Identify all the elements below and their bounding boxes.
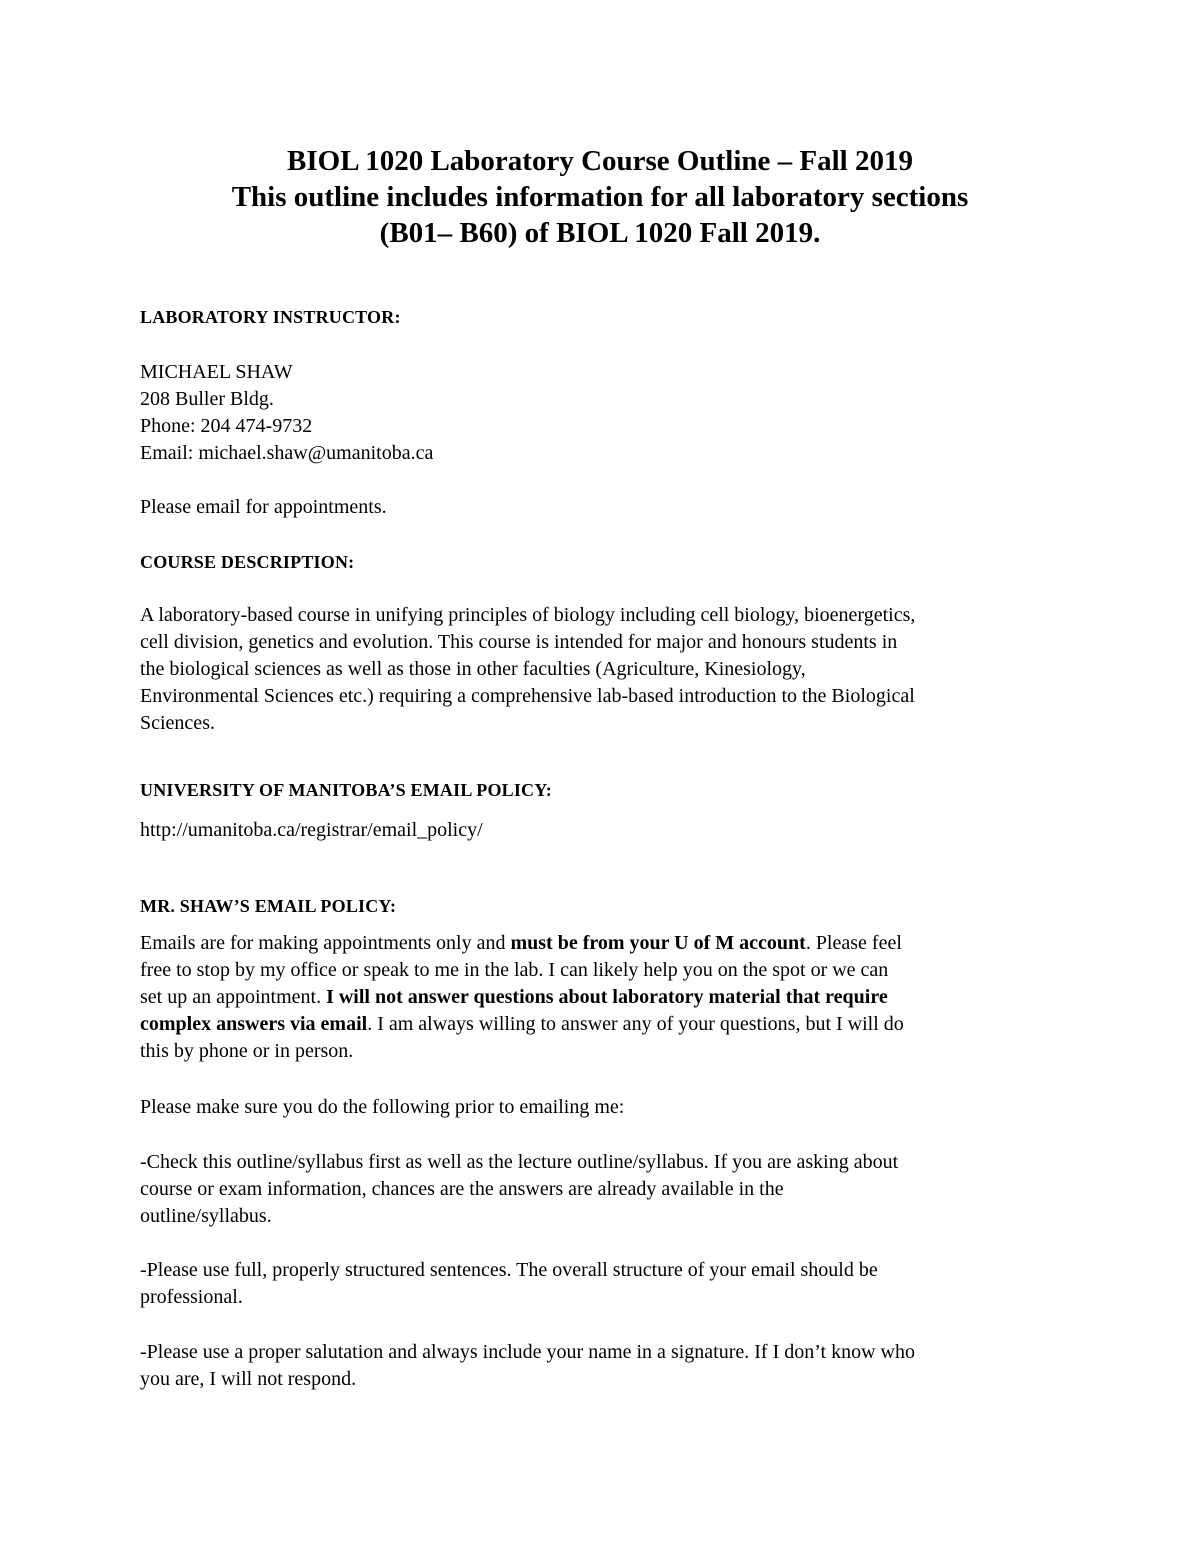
description-line: Environmental Sciences etc.) requiring a comprehensive lab-based introduction to the Biological (140, 685, 915, 707)
instructor-name: MICHAEL SHAW (140, 361, 293, 383)
description-body (140, 602, 1070, 737)
instructor-email: Email: michael.shaw@umanitoba.ca (140, 442, 434, 464)
policy-line: -Please use a proper salutation and always include your name in a signature. If I don’t know who (140, 1341, 915, 1363)
instructor-office: 208 Buller Bldg. (140, 388, 274, 410)
policy-emphasis: I will not answer questions about laboratory material that require (326, 986, 888, 1008)
description-heading: COURSE DESCRIPTION: (140, 552, 355, 572)
uofm-policy-url[interactable]: http://umanitoba.ca/registrar/email_policy/ (140, 819, 483, 841)
shaw-policy-paragraph-5 (140, 1339, 1070, 1393)
policy-line (140, 1011, 1070, 1038)
appointment-note: Please email for appointments. (140, 496, 387, 518)
policy-line (140, 930, 1070, 957)
instructor-heading: LABORATORY INSTRUCTOR: (140, 307, 401, 327)
description-line: Sciences. (140, 712, 215, 734)
policy-line: professional. (140, 1286, 243, 1308)
instructor-contact (140, 359, 1070, 467)
policy-emphasis: complex answers via email (140, 1013, 368, 1035)
title-line-1: BIOL 1020 Laboratory Course Outline – Fall 2019 (287, 145, 913, 177)
shaw-policy-paragraph-2: Please make sure you do the following prior to emailing me: (140, 1096, 625, 1118)
policy-line (140, 984, 1070, 1011)
policy-text: set up an appointment. (140, 986, 327, 1008)
policy-line: free to stop by my office or speak to me in the lab. I can likely help you on the spot or we can (140, 959, 889, 981)
shaw-policy-heading: MR. SHAW’S EMAIL POLICY: (140, 896, 397, 916)
shaw-policy-paragraph-4 (140, 1257, 1070, 1311)
title-line-3: (B01– B60) of BIOL 1020 Fall 2019. (379, 217, 821, 249)
description-line: cell division, genetics and evolution. This course is intended for major and honours students in (140, 631, 898, 653)
policy-text: . Please feel (805, 932, 902, 954)
policy-emphasis: must be from your U of M account (510, 932, 806, 954)
document-title (0, 143, 1200, 251)
shaw-policy-paragraph-1 (140, 930, 1070, 1065)
description-line: the biological sciences as well as those in other faculties (Agriculture, Kinesiology, (140, 658, 806, 680)
policy-line: -Please use full, properly structured sentences. The overall structure of your email should be (140, 1259, 878, 1281)
policy-text: . I am always willing to answer any of your questions, but I will do (367, 1013, 904, 1035)
policy-line: you are, I will not respond. (140, 1368, 357, 1390)
shaw-policy-paragraph-3 (140, 1149, 1070, 1230)
title-line-2: This outline includes information for all laboratory sections (231, 181, 969, 213)
instructor-phone: Phone: 204 474-9732 (140, 415, 313, 437)
policy-line: -Check this outline/syllabus first as well as the lecture outline/syllabus. If you are asking about (140, 1151, 899, 1173)
policy-text: Emails are for making appointments only and (140, 932, 511, 954)
description-line: A laboratory-based course in unifying principles of biology including cell biology, bioenergetics, (140, 604, 916, 626)
policy-line: this by phone or in person. (140, 1040, 354, 1062)
policy-line: course or exam information, chances are the answers are already available in the (140, 1178, 784, 1200)
policy-line: outline/syllabus. (140, 1205, 272, 1227)
uofm-policy-heading: UNIVERSITY OF MANITOBA’S EMAIL POLICY: (140, 780, 552, 800)
